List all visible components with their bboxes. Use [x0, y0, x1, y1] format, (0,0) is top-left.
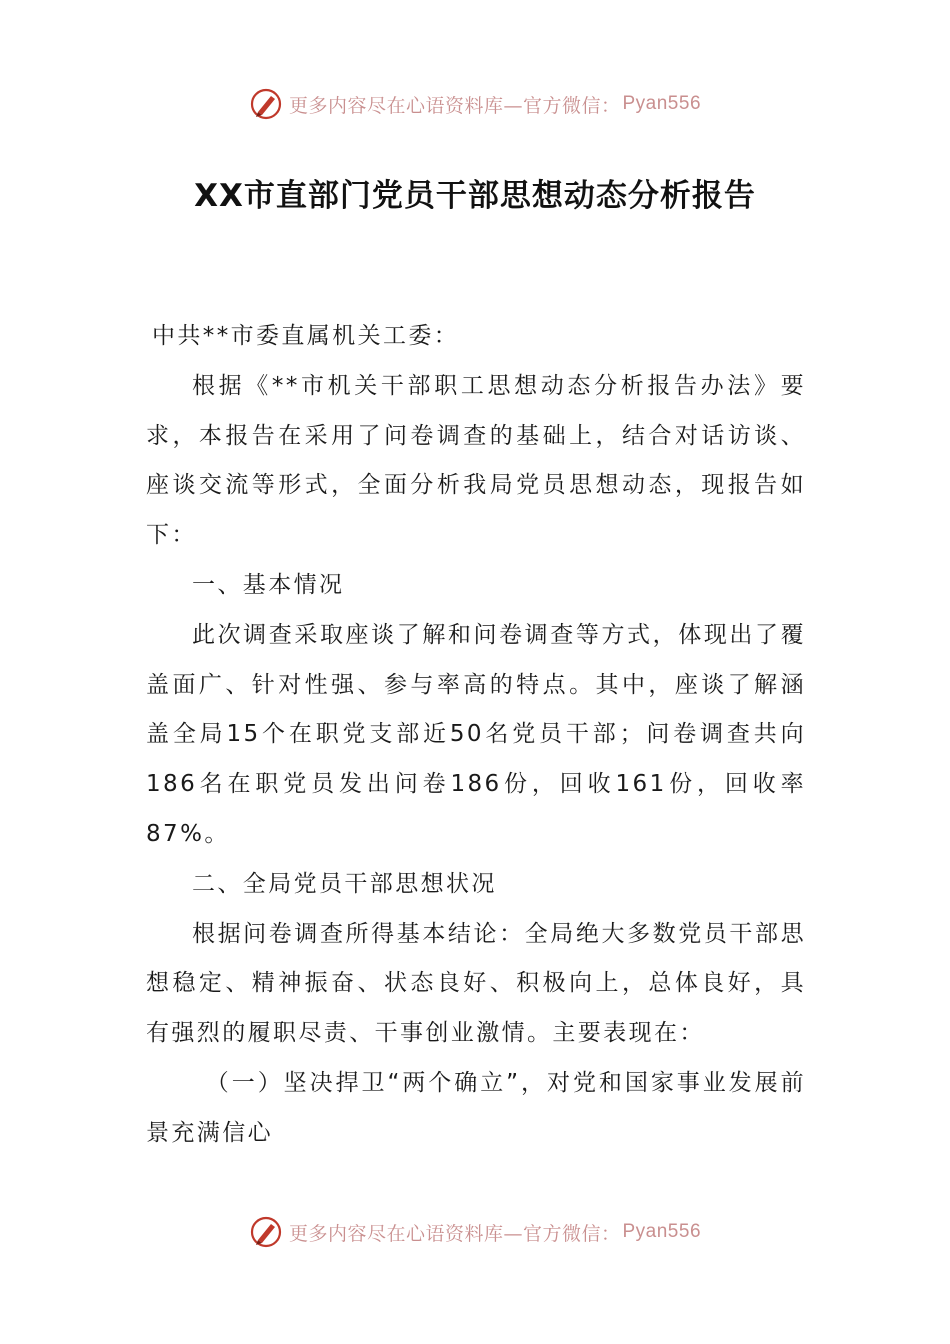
watermark-brand: Pyan556	[622, 1221, 702, 1242]
section-heading-basic: 一、基本情况	[192, 571, 345, 598]
document-body	[146, 312, 806, 1159]
pen-logo-icon	[249, 1215, 283, 1249]
document-title: XX市直部门党员干部思想动态分析报告	[194, 178, 756, 214]
paragraph-intro: 根据《**市机关干部职工思想动态分析报告办法》要求，本报告在采用了问卷调查的基础上，结合对话访谈、座谈交流等形式，全面分析我局党员思想动态，现报告如下：	[146, 372, 806, 549]
watermark-text: 更多内容尽在心语资料库—官方微信：	[288, 1222, 621, 1245]
addressee: 中共**市委直属机关工委：	[152, 323, 460, 349]
subsection-heading-one: （一）坚决捍卫“两个确立”，对党和国家事业发展前景充满信心	[146, 1069, 806, 1146]
watermark-text: 更多内容尽在心语资料库—官方微信：	[288, 94, 621, 117]
watermark-brand: Pyan556	[622, 93, 702, 114]
section-heading-status: 二、全局党员干部思想状况	[192, 870, 497, 897]
pen-logo-icon	[249, 87, 283, 121]
watermark-banner-top	[0, 82, 950, 126]
paragraph-status: 根据问卷调查所得基本结论：全局绝大多数党员干部思想稳定、精神振奋、状态良好、积极向上，总体良好，具有强烈的履职尽责、干事创业激情。主要表现在：	[146, 920, 806, 1047]
watermark-banner-bottom	[0, 1210, 950, 1254]
paragraph-basic: 此次调查采取座谈了解和问卷调查等方式，体现出了覆盖面广、针对性强、参与率高的特点。其中，座谈了解涵盖全局15个在职党支部近50名党员干部；问卷调查共向186名在职党员发出问卷186份，回收161份，回收率87%。	[146, 621, 806, 847]
